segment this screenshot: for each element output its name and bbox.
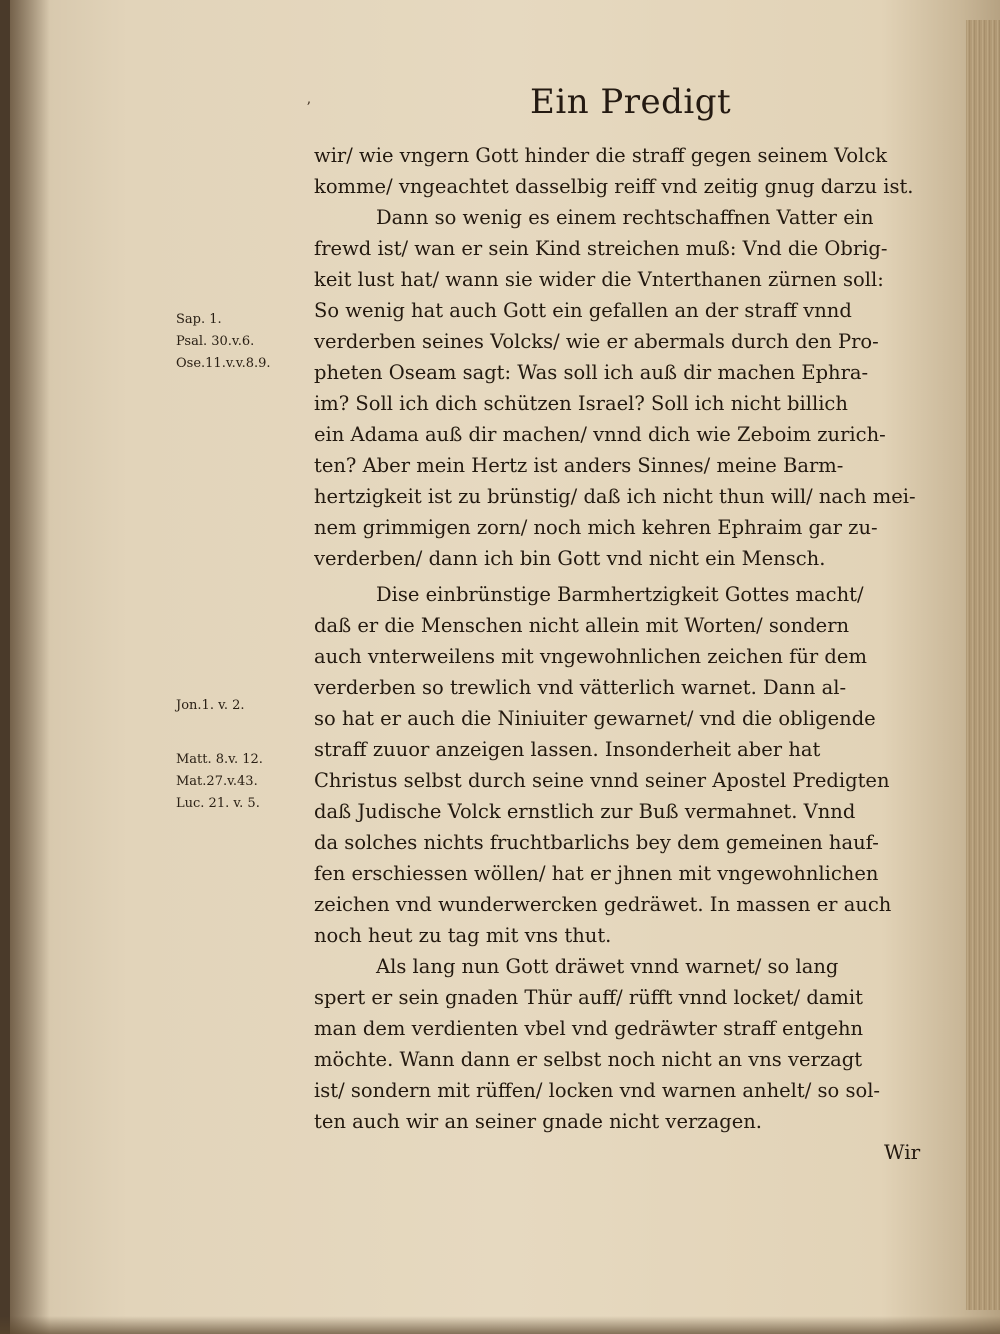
- running-title: Ein Predigt: [530, 82, 732, 122]
- text-line: verderben seines Volcks/ wie er abermals durch den Pro-: [314, 330, 879, 353]
- margin-note-ose: Ose.11.v.v.8.9.: [176, 356, 271, 371]
- text-line: fen erschiessen wöllen/ hat er jhnen mit vngewohnlichen: [314, 862, 879, 885]
- text-line: straff zuuor anzeigen lassen. Insonderheit aber hat: [314, 738, 821, 761]
- bottom-shadow: [0, 1316, 1000, 1334]
- page-edges: [966, 20, 1000, 1310]
- margin-note-luc: Luc. 21. v. 5.: [176, 796, 260, 811]
- text-line: ein Adama auß dir machen/ vnnd dich wie Zeboim zurich-: [314, 423, 886, 446]
- text-line: komme/ vngeachtet dasselbig reiff vnd zeitig gnug darzu ist.: [314, 175, 914, 198]
- text-line: Dann so wenig es einem rechtschaffnen Vatter ein: [376, 206, 874, 229]
- text-line: so hat er auch die Niniuiter gewarnet/ vnd die obligende: [314, 707, 876, 730]
- text-line: man dem verdienten vbel vnd gedräwter straff entgehn: [314, 1017, 864, 1040]
- body-text: [314, 140, 946, 1137]
- text-line: Christus selbst durch seine vnnd seiner Apostel Predigten: [314, 769, 890, 792]
- text-line: da solches nichts fruchtbarlichs bey dem gemeinen hauf-: [314, 831, 879, 854]
- text-line: pheten Oseam sagt: Was soll ich auß dir machen Ephra-: [314, 361, 869, 384]
- text-line: ist/ sondern mit rüffen/ locken vnd warnen anhelt/ so sol-: [314, 1079, 881, 1102]
- text-line: spert er sein gnaden Thür auff/ rüfft vnnd locket/ damit: [314, 986, 863, 1009]
- text-line: im? Soll ich dich schützen Israel? Soll ich nicht billich: [314, 392, 848, 415]
- margin-note-sap: Sap. 1.: [176, 312, 222, 327]
- margin-note-psal: Psal. 30.v.6.: [176, 334, 255, 349]
- margin-note-jon: Jon.1. v. 2.: [176, 698, 245, 713]
- text-line: daß er die Menschen nicht allein mit Worten/ sondern: [314, 614, 850, 637]
- text-line: Als lang nun Gott dräwet vnnd warnet/ so lang: [376, 955, 839, 978]
- text-line: auch vnterweilens mit vngewohnlichen zeichen für dem: [314, 645, 867, 668]
- text-line: möchte. Wann dann er selbst noch nicht an vns verzagt: [314, 1048, 863, 1071]
- text-line: nem grimmigen zorn/ noch mich kehren Ephraim gar zu-: [314, 516, 878, 539]
- catchword: Wir: [884, 1140, 921, 1164]
- book-page: [10, 0, 1000, 1334]
- gutter-shadow: [10, 0, 50, 1334]
- margin-note-mat: Mat.27.v.43.: [176, 774, 258, 789]
- text-line: keit lust hat/ wann sie wider die Vnterthanen zürnen soll:: [314, 268, 884, 291]
- text-line: daß Judische Volck ernstlich zur Buß vermahnet. Vnnd: [314, 800, 856, 823]
- text-line: hertzigkeit ist zu brünstig/ daß ich nicht thun will/ nach mei-: [314, 485, 916, 508]
- text-line: frewd ist/ wan er sein Kind streichen muß: Vnd die Obrig-: [314, 237, 888, 260]
- text-line: verderben/ dann ich bin Gott vnd nicht ein Mensch.: [314, 547, 826, 570]
- text-line: verderben so trewlich vnd vätterlich warnet. Dann al-: [314, 676, 847, 699]
- text-line: ten? Aber mein Hertz ist anders Sinnes/ meine Barm-: [314, 454, 844, 477]
- text-line: Dise einbrünstige Barmhertzigkeit Gottes macht/: [376, 583, 864, 606]
- text-line: noch heut zu tag mit vns thut.: [314, 924, 612, 947]
- text-line: zeichen vnd wunderwercken gedräwet. In massen er auch: [314, 893, 892, 916]
- text-line: ten auch wir an seiner gnade nicht verzagen.: [314, 1110, 762, 1133]
- margin-note-matt: Matt. 8.v. 12.: [176, 752, 263, 767]
- printer-mark: ʼ: [306, 100, 311, 116]
- text-line: wir/ wie vngern Gott hinder die straff gegen seinem Volck: [314, 144, 888, 167]
- text-line: So wenig hat auch Gott ein gefallen an der straff vnnd: [314, 299, 852, 322]
